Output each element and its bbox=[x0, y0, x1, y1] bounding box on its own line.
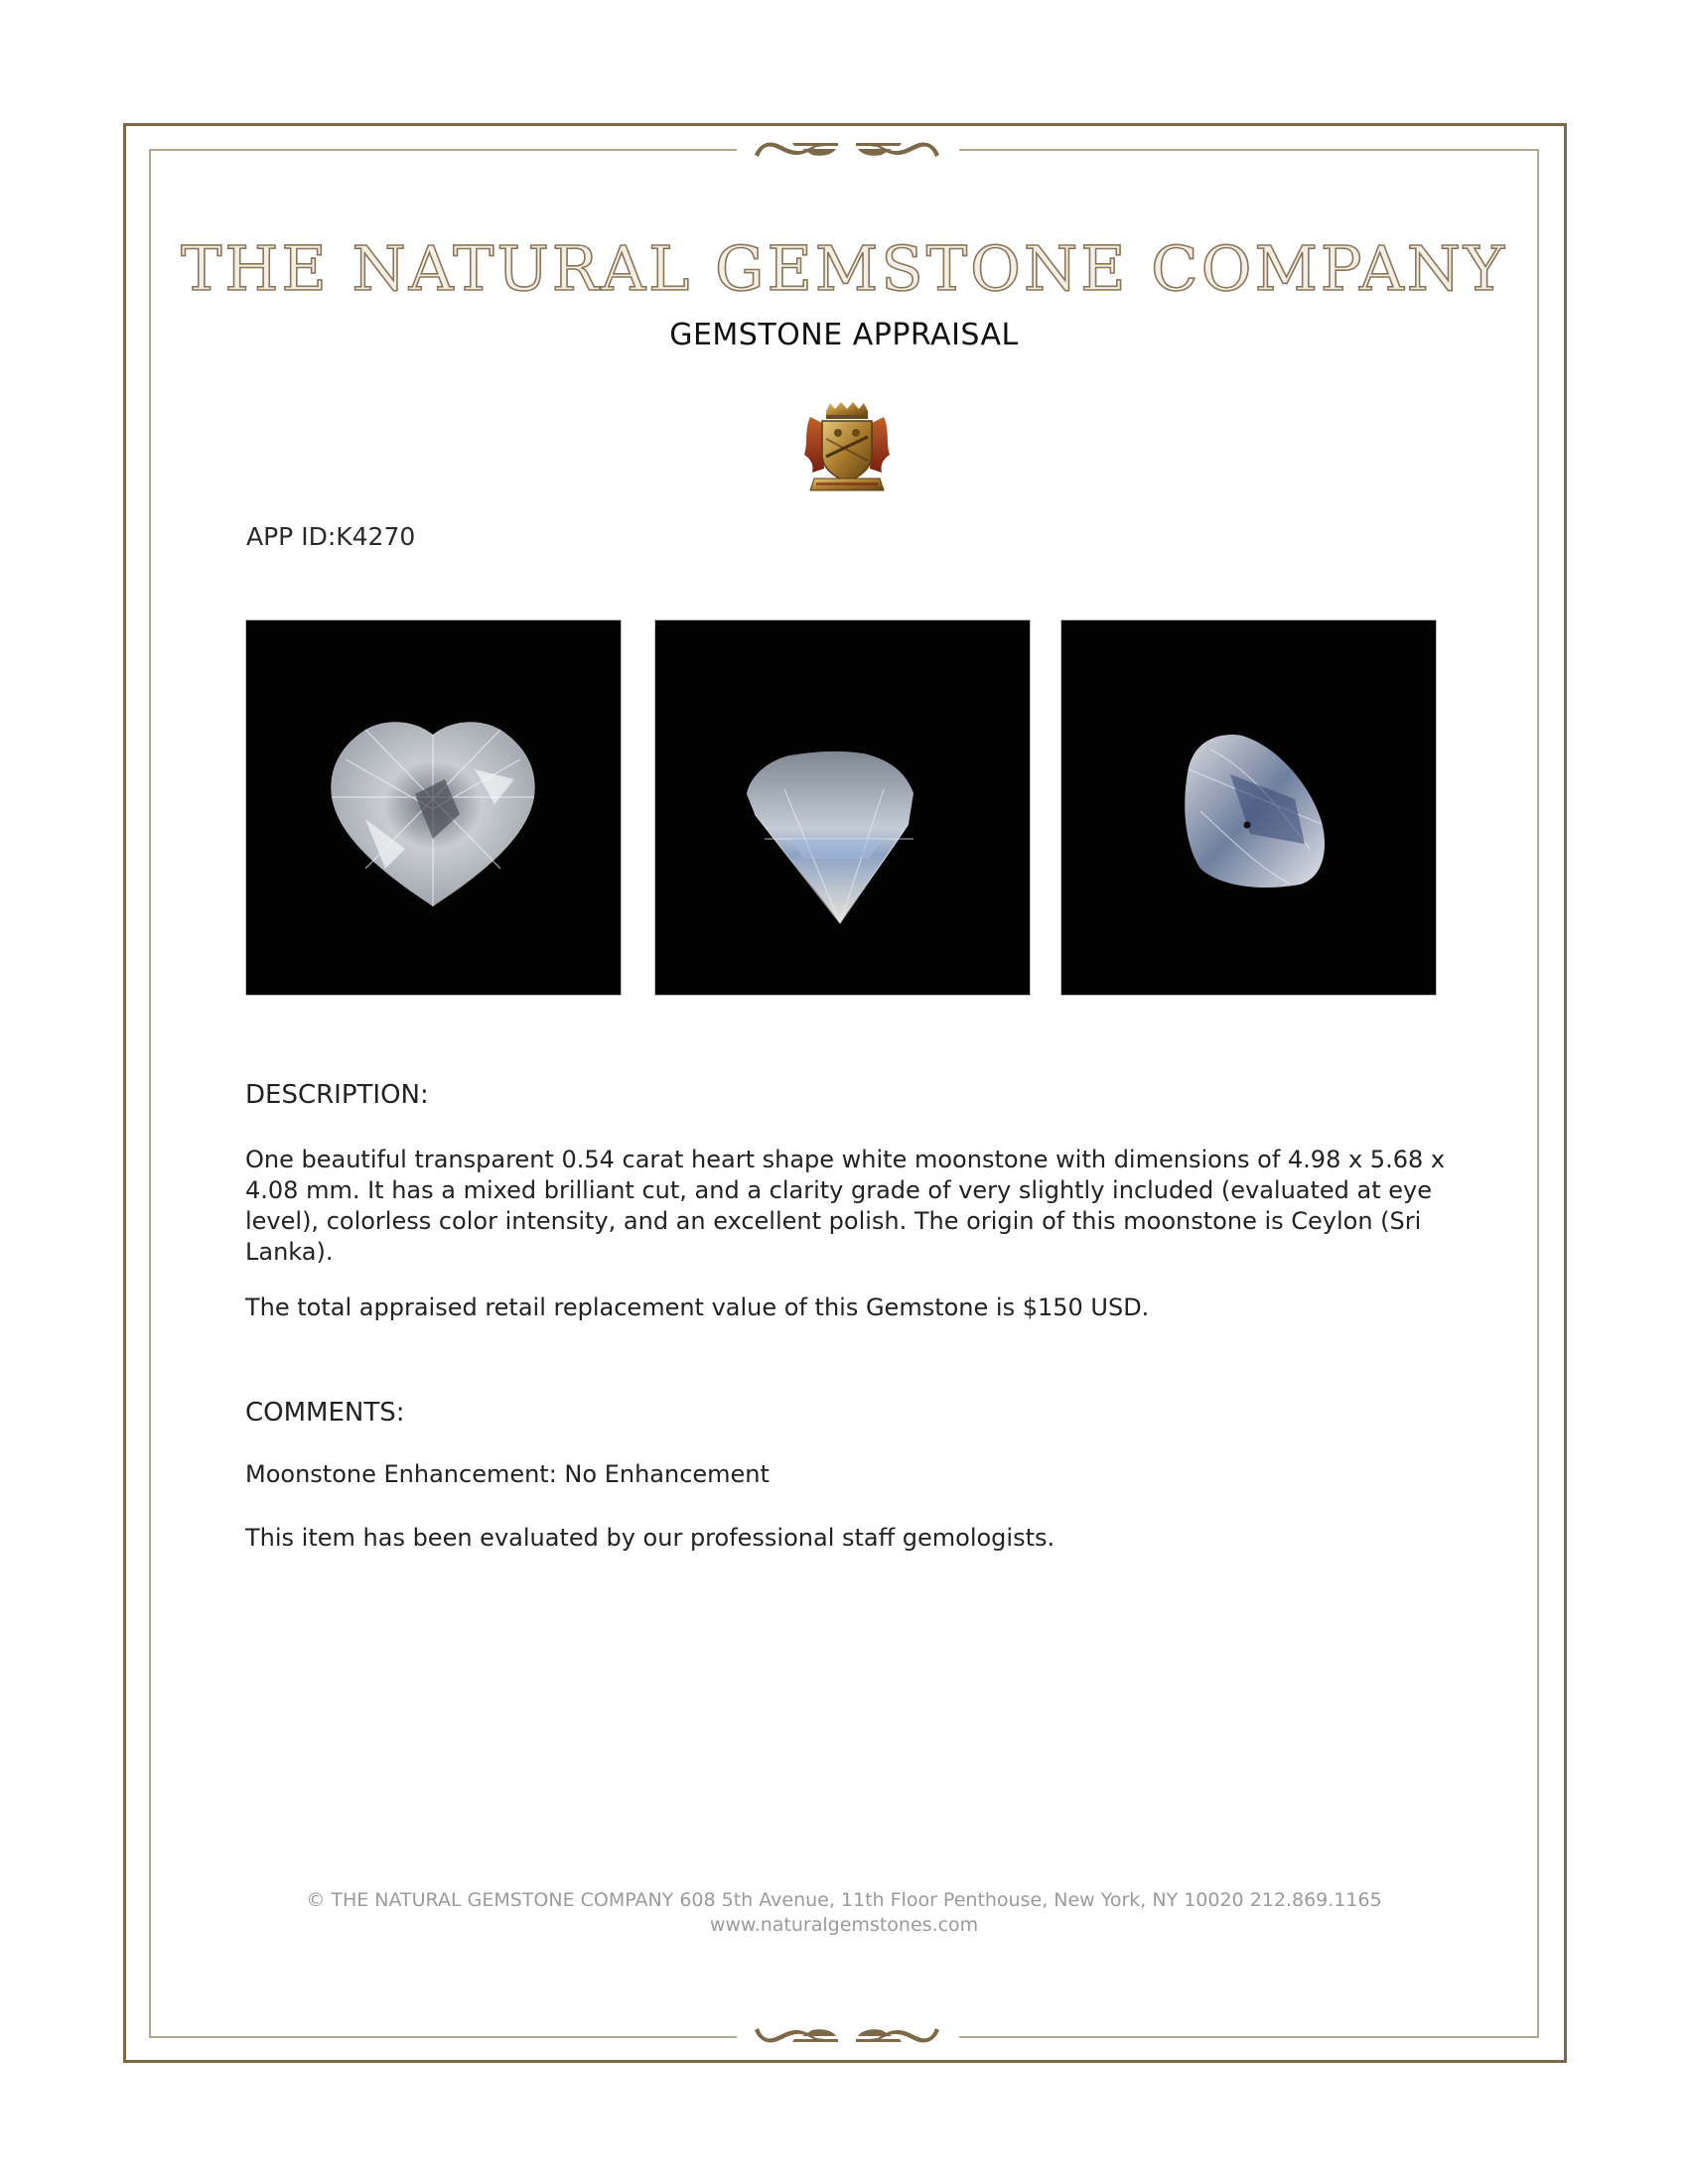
app-id-label: APP ID: bbox=[246, 522, 337, 551]
inner-border-top-left bbox=[149, 149, 737, 151]
gem-photo-top-view bbox=[246, 620, 621, 995]
description-paragraph bbox=[245, 1145, 1457, 1268]
footer-website-link[interactable]: www.naturalgemstones.com bbox=[709, 1914, 979, 1936]
description-line: level), colorless color intensity, and an excellent polish. The origin of this moonstone is Ceylon (Sri bbox=[245, 1207, 1422, 1235]
gem-photo-side-view bbox=[655, 620, 1030, 995]
gem-photo-angled-view bbox=[1061, 620, 1436, 995]
app-id-value: K4270 bbox=[336, 522, 416, 551]
inner-border-bottom-right bbox=[959, 2036, 1539, 2038]
evaluation-note: This item has been evaluated by our professional staff gemologists. bbox=[245, 1524, 1055, 1552]
inner-border-right bbox=[1537, 149, 1539, 2038]
enhancement-comment: Moonstone Enhancement: No Enhancement bbox=[245, 1460, 770, 1488]
pavilion-gem-icon bbox=[655, 620, 1030, 995]
app-id bbox=[246, 520, 415, 554]
heraldic-crest-logo-icon bbox=[802, 399, 892, 494]
description-line: One beautiful transparent 0.54 carat heart shape white moonstone with dimensions of 4.98 x 5.68 x bbox=[245, 1146, 1446, 1173]
oblique-gem-icon bbox=[1061, 620, 1436, 995]
description-line: Lanka). bbox=[245, 1238, 334, 1266]
description-line: 4.08 mm. It has a mixed brilliant cut, and a clarity grade of very slightly included (evaluated at eye bbox=[245, 1176, 1433, 1204]
top-flourish-ornament-icon bbox=[753, 135, 941, 159]
inner-border-top-right bbox=[959, 149, 1539, 151]
document-type-heading: GEMSTONE APPRAISAL bbox=[669, 318, 1019, 352]
description-heading: DESCRIPTION: bbox=[245, 1080, 429, 1110]
appraised-value-statement: The total appraised retail replacement value of this Gemstone is $150 USD. bbox=[245, 1294, 1150, 1321]
heart-gem-icon bbox=[246, 620, 621, 995]
inner-border-bottom-left bbox=[149, 2036, 737, 2038]
comments-heading: COMMENTS: bbox=[245, 1398, 405, 1428]
bottom-flourish-ornament-icon bbox=[753, 2026, 941, 2050]
inner-border-left bbox=[149, 149, 151, 2038]
footer-address: © THE NATURAL GEMSTONE COMPANY 608 5th Avenue, 11th Floor Penthouse, New York, NY 10020 212.869.1165 bbox=[306, 1889, 1382, 1911]
company-title: THE NATURAL GEMSTONE COMPANY bbox=[181, 232, 1507, 305]
